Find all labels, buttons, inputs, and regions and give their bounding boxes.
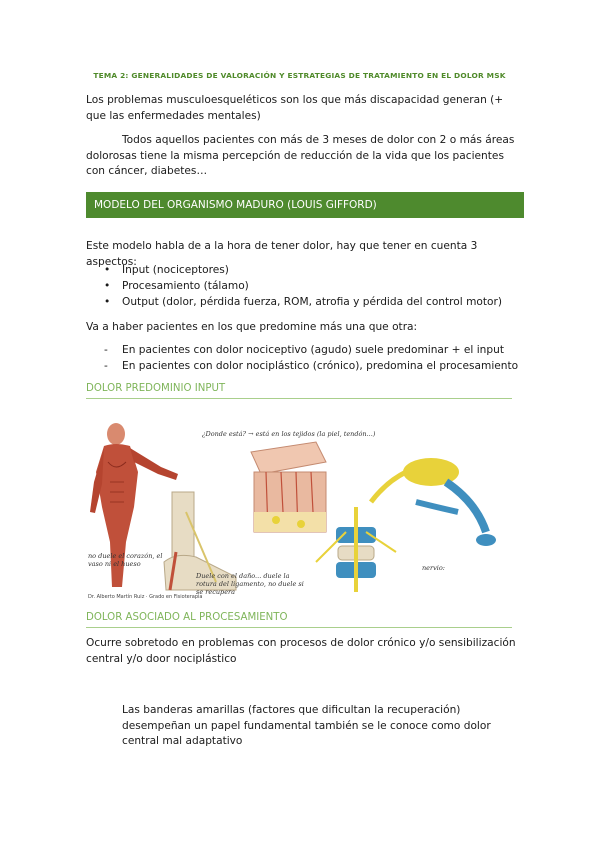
section-title-bar — [86, 192, 524, 218]
page-header: TEMA 2: GENERALIDADES DE VALORACIÓN Y ESTRATEGIAS DE TRATAMIENTO EN EL DOLOR MSK — [93, 71, 506, 80]
section-title: MODELO DEL ORGANISMO MADURO (LOUIS GIFFORD) — [94, 199, 377, 211]
subheading-processing: DOLOR ASOCIADO AL PROCESAMIENTO — [86, 612, 512, 628]
subheading-input: DOLOR PREDOMINIO INPUT — [86, 383, 512, 399]
note-left: no duele el corazón, el vaso ni el hueso — [88, 552, 163, 568]
paragraph-predominance: Va a haber pacientes en los que predomine más una que otra: — [86, 321, 418, 333]
paragraph-processing: Ocurre sobretodo en problemas con procesos de dolor crónico y/o sensibilización central y/o door nociplástico — [86, 637, 516, 665]
bullet-dot-icon: • — [104, 296, 111, 308]
dash-icon: - — [104, 360, 108, 372]
note-top: ¿Donde está? → está en los tejidos (la piel, tendón...) — [202, 430, 376, 438]
bullet-item: • Output (dolor, pérdida fuerza, ROM, atrofia y pérdida del control motor) — [104, 296, 503, 308]
anatomy-figure — [86, 412, 516, 602]
paragraph-chronic-pain: Todos aquellos pacientes con más de 3 meses de dolor con 2 o más áreas dolorosas tiene la misma percepción de reducción de la vida que los pacientes con cáncer, diabetes… — [86, 134, 515, 177]
bullet-item: • Procesamiento (tálamo) — [104, 280, 249, 292]
paragraph-yellow-flags: Las banderas amarillas (factores que dificultan la recuperación) desempeñan un papel fundamental también se le conoce como dolor central mal adaptativo — [122, 704, 491, 747]
bullet-dot-icon: • — [104, 280, 111, 292]
paragraph-intro: Los problemas musculoesqueléticos son los que más discapacidad generan (+ que las enfermedades mentales) — [86, 94, 504, 122]
dash-icon: - — [104, 344, 108, 356]
dash-item: - En pacientes con dolor nociceptivo (agudo) suele predominar + el input — [104, 344, 504, 356]
note-nervio: nervio: — [422, 564, 445, 572]
dash-list — [86, 342, 526, 374]
bullet-item: • Input (nociceptores) — [104, 264, 229, 276]
bullet-list — [86, 262, 516, 310]
figure-credit: Dr. Alberto Martín Ruiz · Grado en Fisioterapia — [88, 594, 203, 600]
paragraph-model: Este modelo habla de a la hora de tener dolor, hay que tener en cuenta 3 aspectos: — [86, 240, 478, 268]
note-bottom: Duele con el daño... duele la rotura del ligamento, no duele si se recupera — [196, 572, 304, 596]
nerve-drawing — [371, 458, 496, 546]
dash-item: - En pacientes con dolor nociplástico (crónico), predomina el procesamiento — [104, 360, 519, 372]
spine-drawing — [316, 507, 396, 592]
skin-layers-drawing — [251, 442, 326, 532]
bullet-dot-icon: • — [104, 264, 111, 276]
